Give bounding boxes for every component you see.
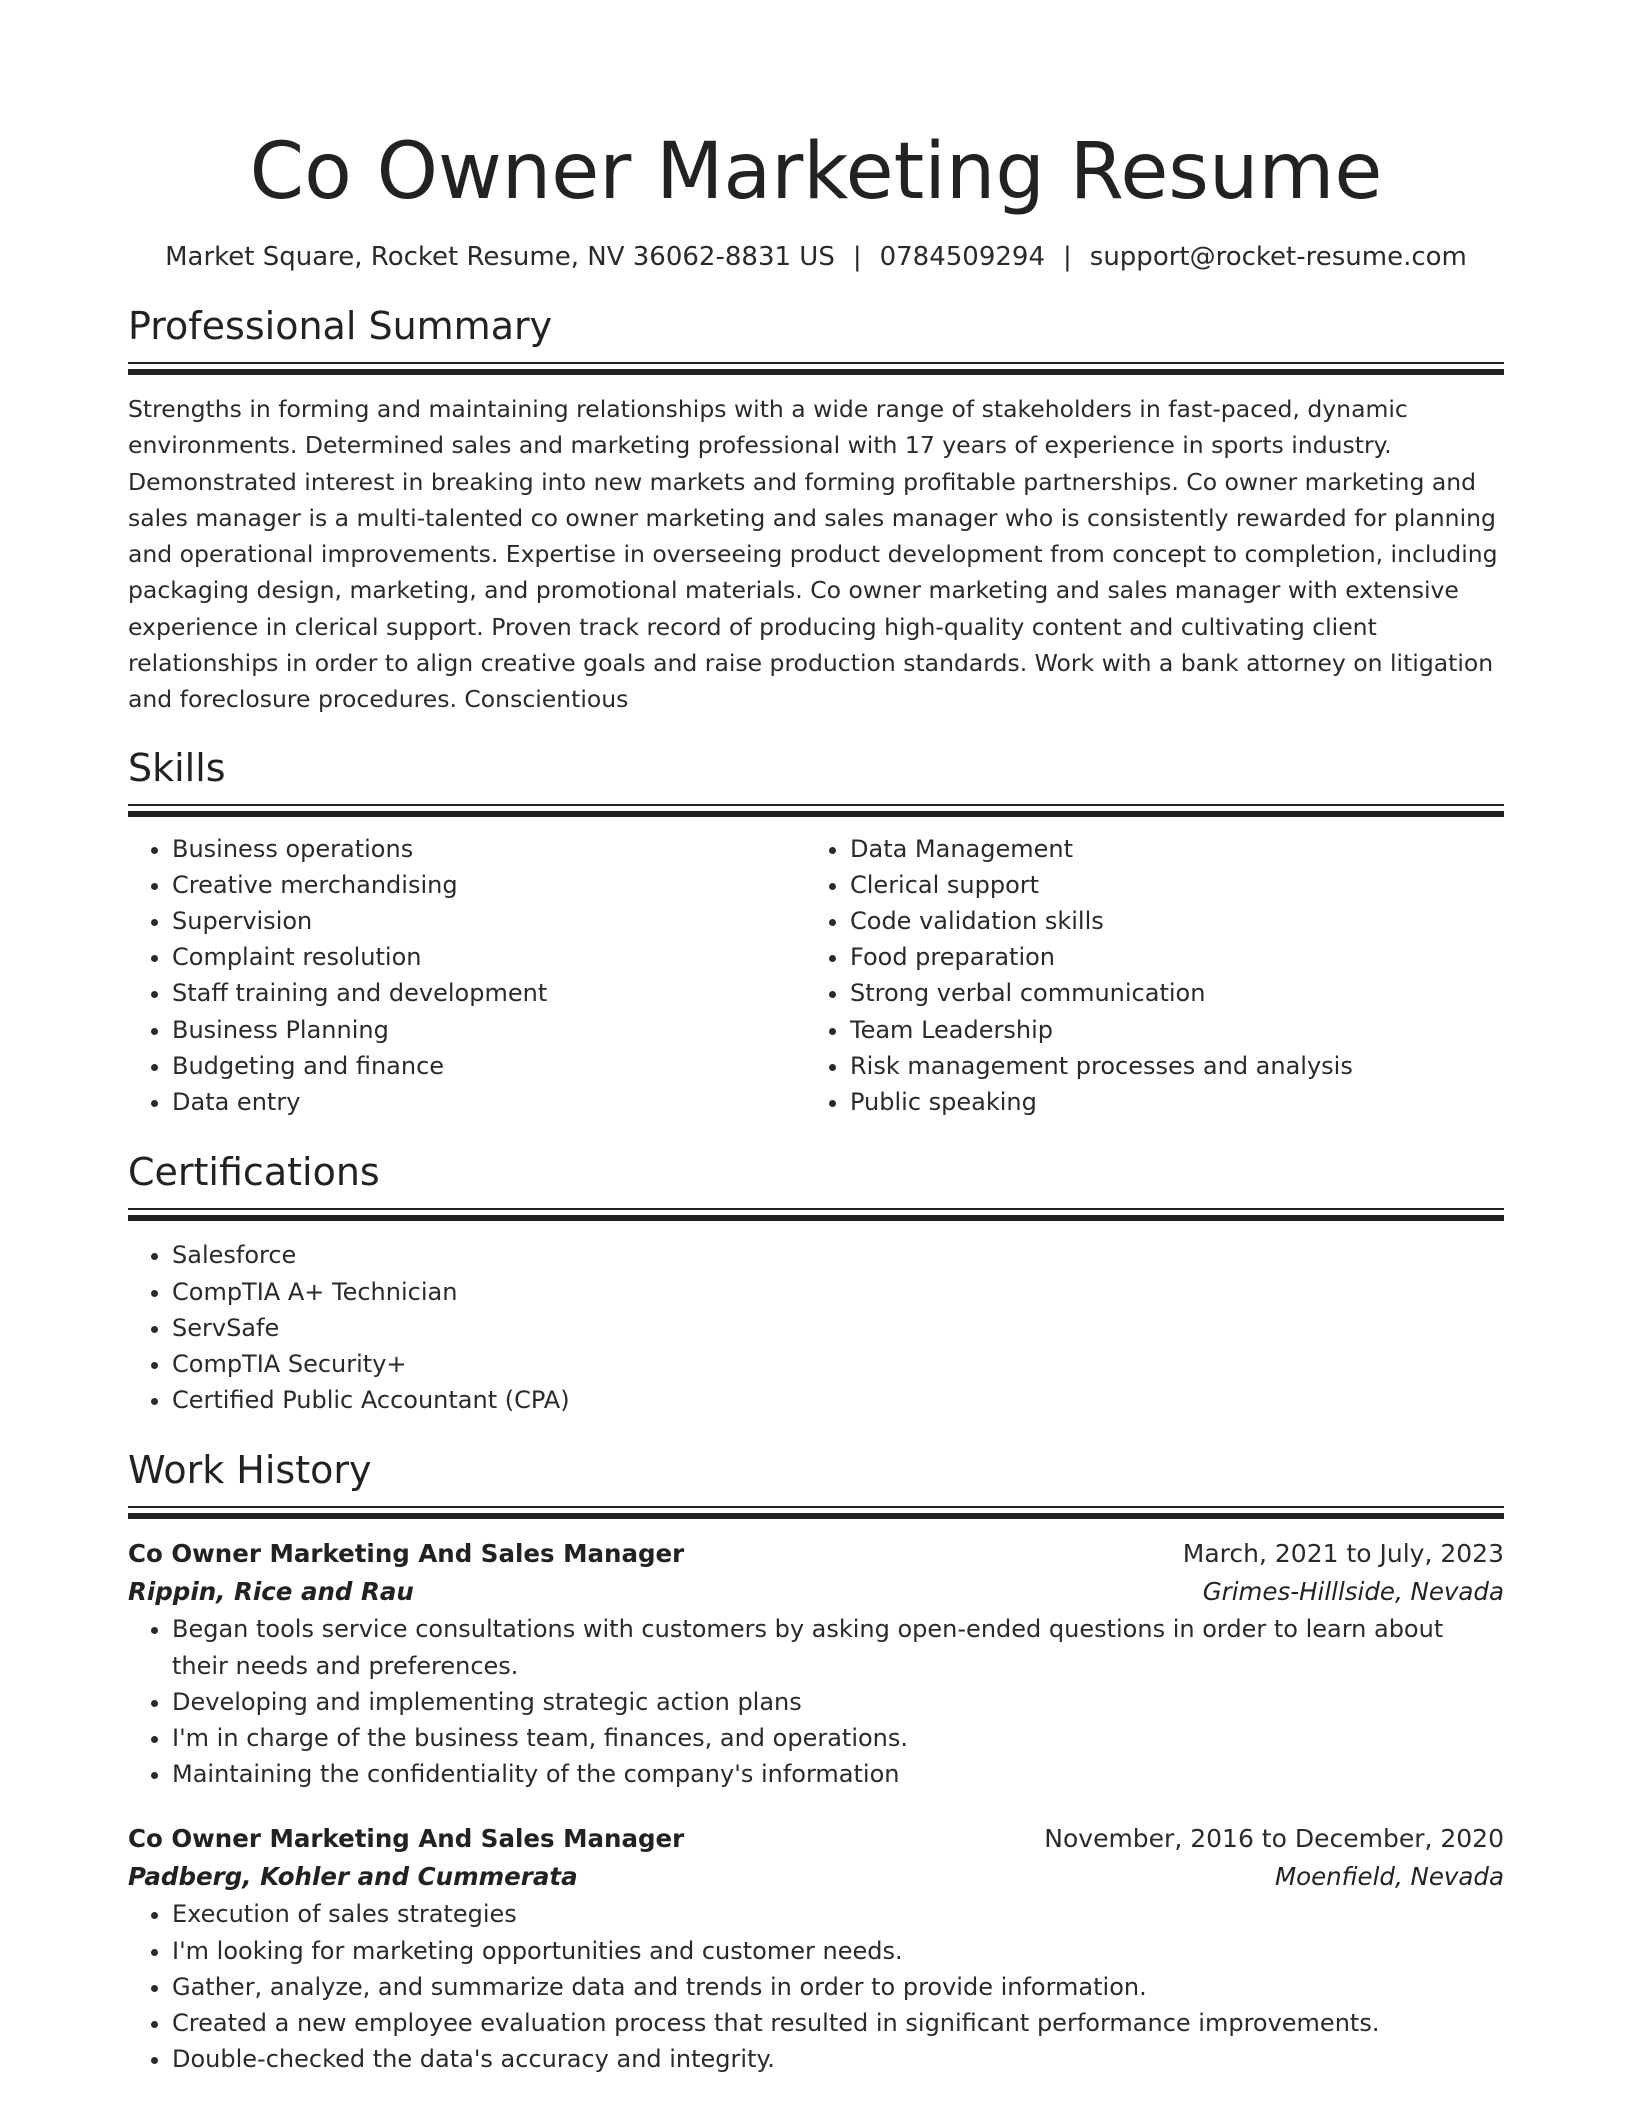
section-rule-thick xyxy=(128,811,1504,817)
skills-heading: Skills xyxy=(128,745,226,790)
job-subheader xyxy=(128,1858,1504,1896)
skills-column-right xyxy=(806,831,1484,1121)
skills-column-left xyxy=(128,831,806,1121)
contact-separator: | xyxy=(1063,242,1072,272)
skill-item: • Code validation skills xyxy=(850,903,1484,939)
skill-item: • Business operations xyxy=(172,831,806,867)
skills-section xyxy=(128,744,1504,1121)
job-subheader xyxy=(128,1573,1504,1611)
skills-grid xyxy=(128,831,1504,1121)
job-dates: November, 2016 to December, 2020 xyxy=(1044,1824,1504,1854)
contact-separator: | xyxy=(852,242,862,272)
section-rule-thick xyxy=(128,1215,1504,1221)
skill-item: • Team Leadership xyxy=(850,1012,1484,1048)
skill-item: • Data Management xyxy=(850,831,1484,867)
job-company: Rippin, Rice and Rau xyxy=(128,1577,414,1607)
certifications-list xyxy=(128,1237,1504,1418)
section-rule xyxy=(128,1506,1504,1508)
job-bullets xyxy=(128,1611,1504,1792)
job-bullet: • Began tools service consultations with customers by asking open-ended questions in order to learn about their needs and preferences. xyxy=(172,1611,1504,1683)
job-bullet: • Maintaining the confidentiality of the company's information xyxy=(172,1756,1504,1792)
skill-item: • Public speaking xyxy=(850,1084,1484,1120)
certification-item: • CompTIA A+ Technician xyxy=(172,1274,1504,1310)
job-bullet: • Created a new employee evaluation process that resulted in significant performance improvements. xyxy=(172,2005,1504,2041)
job-bullets xyxy=(128,1896,1504,2077)
job-header xyxy=(128,1535,1504,1573)
job-location: Grimes-Hilllside, Nevada xyxy=(1202,1577,1504,1607)
section-rule-thick xyxy=(128,369,1504,375)
summary-section xyxy=(128,302,1504,718)
contact-address: Market Square, Rocket Resume, NV 36062-8831 US xyxy=(165,242,835,272)
summary-heading: Professional Summary xyxy=(128,304,553,348)
certification-item: • Salesforce xyxy=(172,1237,1504,1273)
section-rule xyxy=(128,1208,1504,1210)
skill-item: • Data entry xyxy=(172,1084,806,1120)
certifications-heading: Certifications xyxy=(128,1150,380,1195)
certification-item: • CompTIA Security+ xyxy=(172,1346,1504,1382)
job-company: Padberg, Kohler and Cummerata xyxy=(128,1862,578,1892)
work-history-heading: Work History xyxy=(128,1448,372,1493)
contact-line xyxy=(128,240,1504,274)
skill-item: • Complaint resolution xyxy=(172,939,806,975)
section-rule xyxy=(128,362,1504,364)
resume-page xyxy=(128,0,1504,2077)
resume-title: Co Owner Marketing Resume xyxy=(249,127,1383,217)
certifications-section xyxy=(128,1148,1504,1418)
skills-list-right xyxy=(806,831,1484,1121)
job-bullet: • I'm looking for marketing opportunities and customer needs. xyxy=(172,1933,1504,1969)
skill-item: • Strong verbal communication xyxy=(850,975,1484,1011)
skill-item: • Risk management processes and analysis xyxy=(850,1048,1484,1084)
job-bullet: • I'm in charge of the business team, finances, and operations. xyxy=(172,1720,1504,1756)
job-dates: March, 2021 to July, 2023 xyxy=(1182,1539,1504,1569)
certification-item: • Certified Public Accountant (CPA) xyxy=(172,1382,1504,1418)
job-bullet: • Double-checked the data's accuracy and integrity. xyxy=(172,2041,1504,2077)
skills-list-left xyxy=(128,831,806,1121)
section-rule xyxy=(128,804,1504,806)
skill-item: • Staff training and development xyxy=(172,975,806,1011)
certification-item: • ServSafe xyxy=(172,1310,1504,1346)
work-history-section xyxy=(128,1446,1504,2077)
job-header xyxy=(128,1820,1504,1858)
skill-item: • Supervision xyxy=(172,903,806,939)
contact-email: support@rocket-resume.com xyxy=(1089,242,1467,272)
skill-item: • Budgeting and finance xyxy=(172,1048,806,1084)
skill-item: • Creative merchandising xyxy=(172,867,806,903)
job-bullet: • Execution of sales strategies xyxy=(172,1896,1504,1932)
job-entry xyxy=(128,1535,1504,1792)
skill-item: • Business Planning xyxy=(172,1012,806,1048)
skill-item: • Food preparation xyxy=(850,939,1484,975)
skill-item: • Clerical support xyxy=(850,867,1484,903)
summary-text: Strengths in forming and maintaining relationships with a wide range of stakeholders in fast-paced, dynamic environments. Determined sales and marketing professional with 17 years of experience in sports industry. Demonstrated interest in breaking into new markets and forming profitable partnerships. Co owner marketing and sales manager is a multi-talented co owner marketing and sales manager who is consistently rewarded for planning and operational improvements. Expertise in overseeing product development from concept to completion, including packaging design, marketing, and promotional materials. Co owner marketing and sales manager with extensive experience in clerical support. Proven track record of producing high-quality content and cultivating client relationships in order to align creative goals and raise production standards. Work with a bank attorney on litigation and foreclosure procedures. Conscientious xyxy=(128,395,1498,714)
section-rule-thick xyxy=(128,1513,1504,1519)
job-title: Co Owner Marketing And Sales Manager xyxy=(128,1539,685,1569)
job-bullet: • Developing and implementing strategic action plans xyxy=(172,1684,1504,1720)
job-location: Moenfield, Nevada xyxy=(1274,1862,1504,1892)
contact-phone: 0784509294 xyxy=(879,242,1046,272)
job-title: Co Owner Marketing And Sales Manager xyxy=(128,1824,685,1854)
job-entry xyxy=(128,1820,1504,2077)
job-bullet: • Gather, analyze, and summarize data and trends in order to provide information. xyxy=(172,1969,1504,2005)
